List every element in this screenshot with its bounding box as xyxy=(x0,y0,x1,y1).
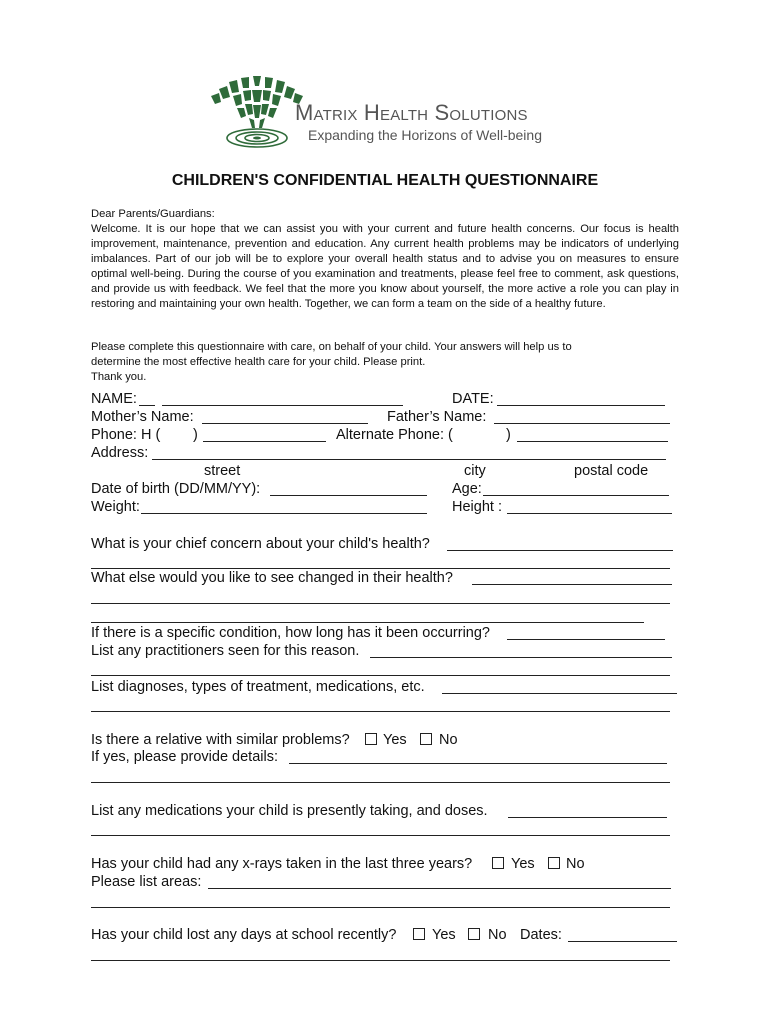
logo-emblem-icon xyxy=(205,72,305,154)
instructions-line-1: Please complete this questionnaire with care, on behalf of your child. Your answers will help us to xyxy=(91,341,572,353)
name-field-2[interactable] xyxy=(162,405,403,406)
alt-phone-label: Alternate Phone: ( xyxy=(336,427,453,443)
mother-name-field[interactable] xyxy=(202,423,368,424)
xrays-yes-label: Yes xyxy=(511,856,535,872)
chief-concern-field-2[interactable] xyxy=(91,568,670,569)
phone-label: Phone: H ( xyxy=(91,427,161,443)
medications-field-2[interactable] xyxy=(91,835,670,836)
practitioners-question: List any practitioners seen for this reason. xyxy=(91,643,360,659)
diagnoses-field[interactable] xyxy=(442,693,677,694)
welcome-paragraph: Welcome. It is our hope that we can assist you with your current and future health concerns. Our focus is health improvement, maintenance, prevention and education. Any current health problems may be indicators of underlying imbalances. Part of our job will be to explore your overall health status and to advise you on measures to ensure optimal well-being. During the course of you examination and treatments, please feel free to comment, ask questions, and provide us with feedback. We feel that the more you know about yourself, the more active a role you can play in restoring and maintaining your own health. Together, we can form a team on the side of a healthy future. xyxy=(91,223,679,310)
practitioners-field[interactable] xyxy=(370,657,672,658)
school-dates-label: Dates: xyxy=(520,927,562,943)
school-no-label: No xyxy=(488,927,507,943)
age-label: Age: xyxy=(452,481,482,497)
else-changed-field-3[interactable] xyxy=(91,622,644,623)
alt-phone-paren-close: ) xyxy=(506,427,511,443)
address-field[interactable] xyxy=(152,459,666,460)
xrays-question: Has your child had any x-rays taken in the last three years? xyxy=(91,856,473,872)
thank-you: Thank you. xyxy=(91,371,147,383)
school-yes-label: Yes xyxy=(432,927,456,943)
height-label: Height : xyxy=(452,499,502,515)
xrays-yes-checkbox[interactable] xyxy=(492,857,504,869)
weight-label: Weight: xyxy=(91,499,140,515)
instructions-line-2: determine the most effective health care for your child. Please print. xyxy=(91,356,426,368)
date-field[interactable] xyxy=(497,405,665,406)
alt-phone-field[interactable] xyxy=(517,441,668,442)
xray-areas-label: Please list areas: xyxy=(91,874,202,890)
school-dates-field[interactable] xyxy=(568,941,677,942)
relative-details-field-2[interactable] xyxy=(91,782,670,783)
relative-no-label: No xyxy=(439,732,458,748)
diagnoses-field-2[interactable] xyxy=(91,711,670,712)
name-field[interactable] xyxy=(139,405,155,406)
street-caption: street xyxy=(204,463,241,479)
relative-yes-checkbox[interactable] xyxy=(365,733,377,745)
page-title: CHILDREN'S CONFIDENTIAL HEALTH QUESTIONNAIRE xyxy=(171,172,599,189)
else-changed-field[interactable] xyxy=(472,584,672,585)
name-label: NAME: xyxy=(91,391,137,407)
phone-paren-close: ) xyxy=(193,427,198,443)
chief-concern-field[interactable] xyxy=(447,550,673,551)
relative-no-checkbox[interactable] xyxy=(420,733,432,745)
address-label: Address: xyxy=(91,445,149,461)
height-field[interactable] xyxy=(507,513,672,514)
school-details-field[interactable] xyxy=(91,960,670,961)
father-name-field[interactable] xyxy=(494,423,670,424)
postal-code-caption: postal code xyxy=(574,463,649,479)
company-tagline: Expanding the Horizons of Well-being xyxy=(308,127,542,143)
greeting: Dear Parents/Guardians: xyxy=(91,208,215,220)
instructions xyxy=(91,340,679,385)
school-yes-checkbox[interactable] xyxy=(413,928,425,940)
relative-question: Is there a relative with similar problems? xyxy=(91,732,350,748)
else-changed-question: What else would you like to see changed in their health? xyxy=(91,570,453,586)
practitioners-field-2[interactable] xyxy=(91,675,670,676)
xrays-no-label: No xyxy=(566,856,585,872)
age-field[interactable] xyxy=(483,495,669,496)
chief-concern-question: What is your chief concern about your child's health? xyxy=(91,536,430,552)
diagnoses-question: List diagnoses, types of treatment, medications, etc. xyxy=(91,679,425,695)
school-question: Has your child lost any days at school recently? xyxy=(91,927,397,943)
relative-yes-label: Yes xyxy=(383,732,407,748)
dob-field[interactable] xyxy=(270,495,427,496)
dob-label: Date of birth (DD/MM/YY): xyxy=(91,481,261,497)
weight-field[interactable] xyxy=(141,513,427,514)
xray-areas-field-2[interactable] xyxy=(91,907,670,908)
school-no-checkbox[interactable] xyxy=(468,928,480,940)
company-logo xyxy=(205,72,565,154)
xrays-no-checkbox[interactable] xyxy=(548,857,560,869)
medications-question: List any medications your child is presently taking, and doses. xyxy=(91,803,488,819)
relative-details-field[interactable] xyxy=(289,763,667,764)
father-name-label: Father’s Name: xyxy=(387,409,487,425)
medications-field[interactable] xyxy=(508,817,667,818)
how-long-field[interactable] xyxy=(507,639,665,640)
mother-name-label: Mother’s Name: xyxy=(91,409,194,425)
else-changed-field-2[interactable] xyxy=(91,603,670,604)
how-long-question: If there is a specific condition, how long has it been occurring? xyxy=(91,625,490,641)
intro-letter xyxy=(91,207,679,312)
relative-details-label: If yes, please provide details: xyxy=(91,749,278,765)
phone-field[interactable] xyxy=(203,441,326,442)
city-caption: city xyxy=(464,463,486,479)
company-name: Matrix Health Solutions xyxy=(295,100,528,125)
xray-areas-field[interactable] xyxy=(208,888,671,889)
date-label: DATE: xyxy=(452,391,494,407)
